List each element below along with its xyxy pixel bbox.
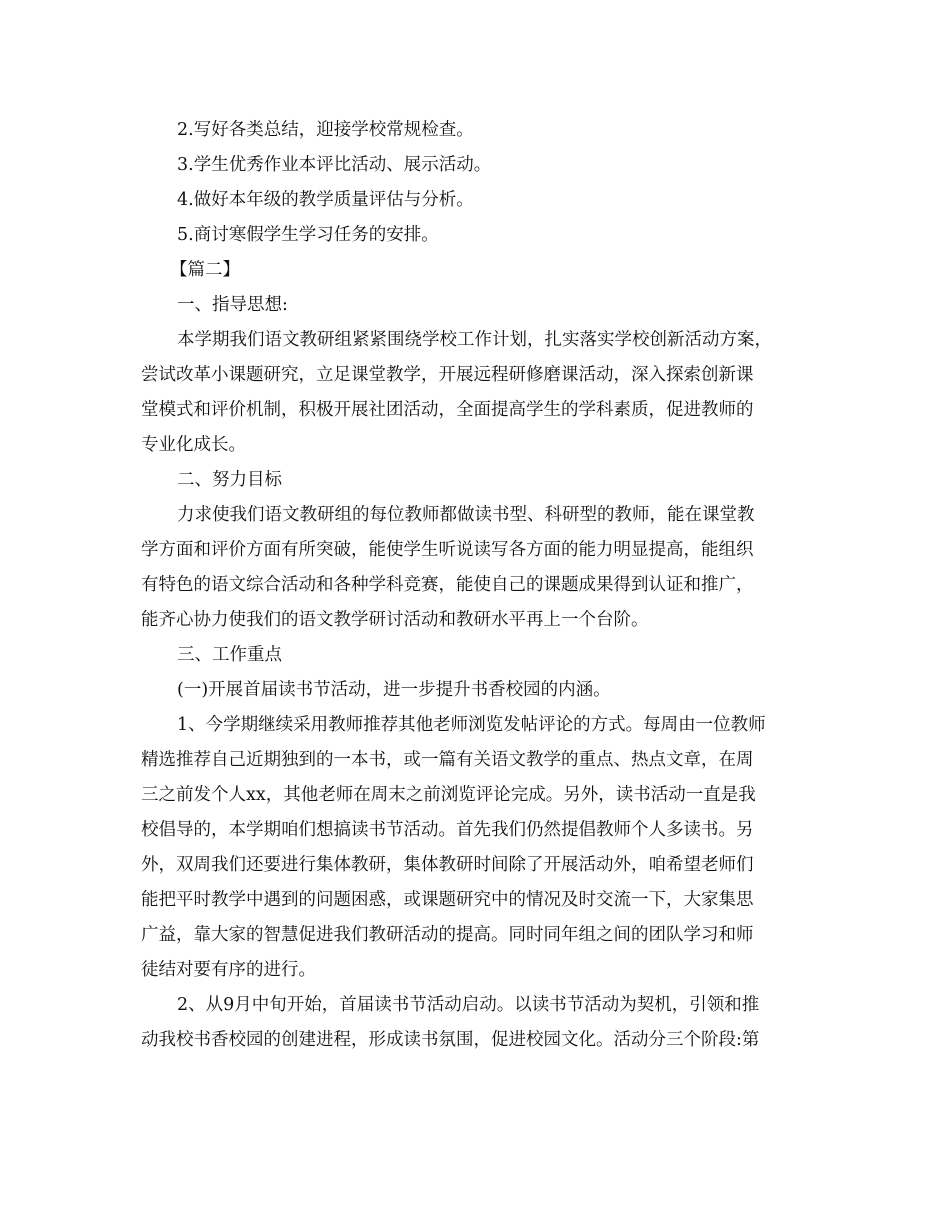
list-item-2: 2.写好各类总结，迎接学校常规检查。 <box>177 120 474 140</box>
heading-work-focus: 三、工作重点 <box>177 645 282 665</box>
paragraph-line: 广益，靠大家的智慧促进我们教研活动的提高。同时同年组之间的团队学习和师 <box>141 925 754 945</box>
subheading-reading-festival: (一)开展首届读书节活动，进一步提升书香校园的内涵。 <box>177 680 611 700</box>
paragraph-line: 动我校书香校园的创建进程，形成读书氛围，促进校园文化。活动分三个阶段:第 <box>141 1030 760 1050</box>
list-item-5: 5.商讨寒假学生学习任务的安排。 <box>177 225 439 245</box>
list-item-4: 4.做好本年级的教学质量评估与分析。 <box>177 190 474 210</box>
paragraph-line: 尝试改革小课题研究，立足课堂教学，开展远程研修磨课活动，深入探索创新课 <box>141 365 754 385</box>
paragraph-line: 能把平时教学中遇到的问题困惑，或课题研究中的情况及时交流一下，大家集思 <box>141 890 754 910</box>
paragraph-line: 2、从9月中旬开始，首届读书节活动启动。以读书节活动为契机，引领和推 <box>177 995 760 1015</box>
paragraph-line: 专业化成长。 <box>141 435 246 455</box>
paragraph-line: 堂模式和评价机制，积极开展社团活动，全面提高学生的学科素质，促进教师的 <box>141 400 754 420</box>
paragraph-line: 校倡导的，本学期咱们想搞读书节活动。首先我们仍然提倡教师个人多读书。另 <box>141 820 754 840</box>
paragraph-line: 本学期我们语文教研组紧紧围绕学校工作计划，扎实落实学校创新活动方案， <box>177 330 772 350</box>
paragraph-line: 三之前发个人xx，其他老师在周末之前浏览评论完成。另外，读书活动一直是我 <box>141 785 756 805</box>
paragraph-line: 1、今学期继续采用教师推荐其他老师浏览发帖评论的方式。每周由一位教师 <box>177 715 766 735</box>
section-heading-part-two: 【篇二】 <box>170 260 240 280</box>
paragraph-line: 徒结对要有序的进行。 <box>141 960 316 980</box>
paragraph-line: 外，双周我们还要进行集体教研，集体教研时间除了开展活动外，咱希望老师们 <box>141 855 754 875</box>
paragraph-line: 学方面和评价方面有所突破，能使学生听说读写各方面的能力明显提高，能组织 <box>141 540 754 560</box>
heading-guiding-ideology: 一、指导思想: <box>177 295 288 315</box>
paragraph-line: 有特色的语文综合活动和各种学科竞赛，能使自己的课题成果得到认证和推广， <box>141 575 754 595</box>
paragraph-line: 精选推荐自己近期独到的一本书，或一篇有关语文教学的重点、热点文章，在周 <box>141 750 754 770</box>
list-item-3: 3.学生优秀作业本评比活动、展示活动。 <box>177 155 492 175</box>
paragraph-line: 力求使我们语文教研组的每位教师都做读书型、科研型的教师，能在课堂教 <box>177 505 755 525</box>
heading-goals: 二、努力目标 <box>177 470 282 490</box>
paragraph-line: 能齐心协力使我们的语文教学研讨活动和教研水平再上一个台阶。 <box>141 610 649 630</box>
